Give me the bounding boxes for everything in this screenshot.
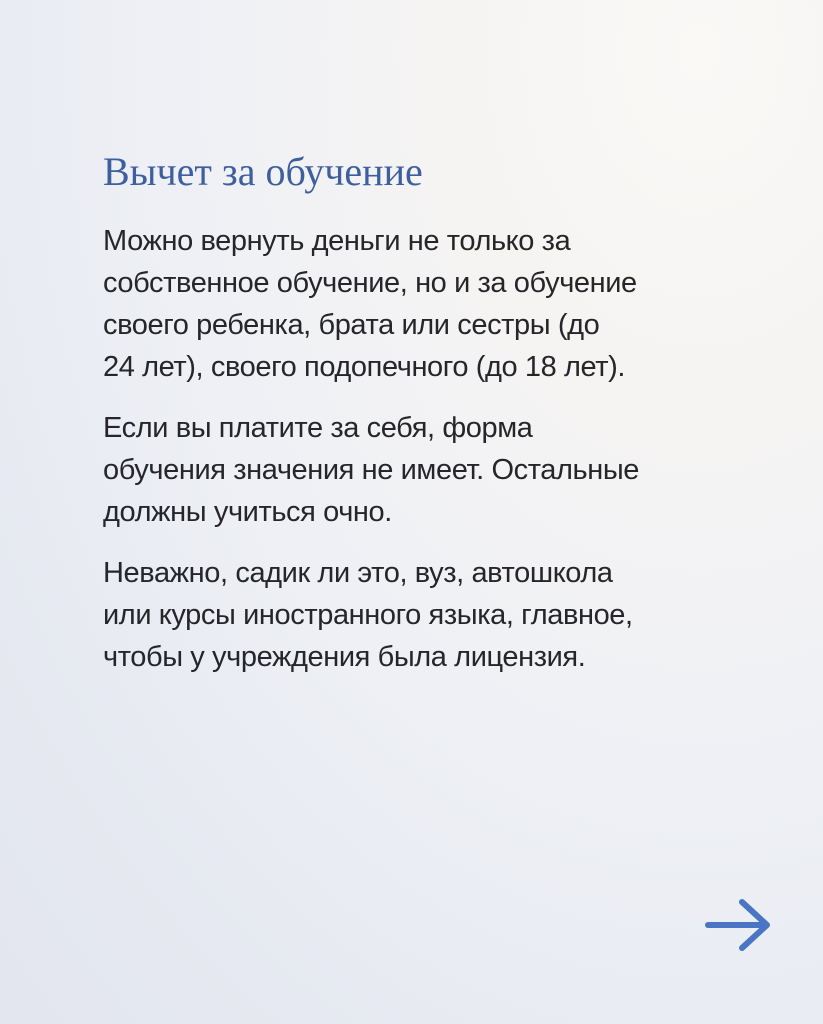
paragraph-line: Неважно, садик ли это, вуз, автошкола [103,557,613,589]
paragraph-line: чтобы у учреждения была лицензия. [103,641,586,673]
paragraph-line: должны учиться очно. [103,496,392,528]
paragraph-2 [103,407,793,533]
paragraph-line: собственное обучение, но и за обучение [103,267,637,299]
paragraph-line: или курсы иностранного языка, главное, [103,599,633,631]
paragraph-line: обучения значения не имеет. Остальные [103,454,640,486]
paragraph-line: Если вы платите за себя, форма [103,412,533,444]
paragraph-1 [103,220,793,388]
paragraph-3 [103,552,793,678]
next-slide-button[interactable] [702,895,776,955]
arrow-right-icon [702,895,776,955]
slide-title: Вычет за обучение [103,149,423,194]
paragraph-line: 24 лет), своего подопечного (до 18 лет). [103,351,626,383]
paragraph-line: своего ребенка, брата или сестры (до [103,309,600,341]
slide-body [103,220,793,697]
paragraph-line: Можно вернуть деньги не только за [103,225,571,257]
